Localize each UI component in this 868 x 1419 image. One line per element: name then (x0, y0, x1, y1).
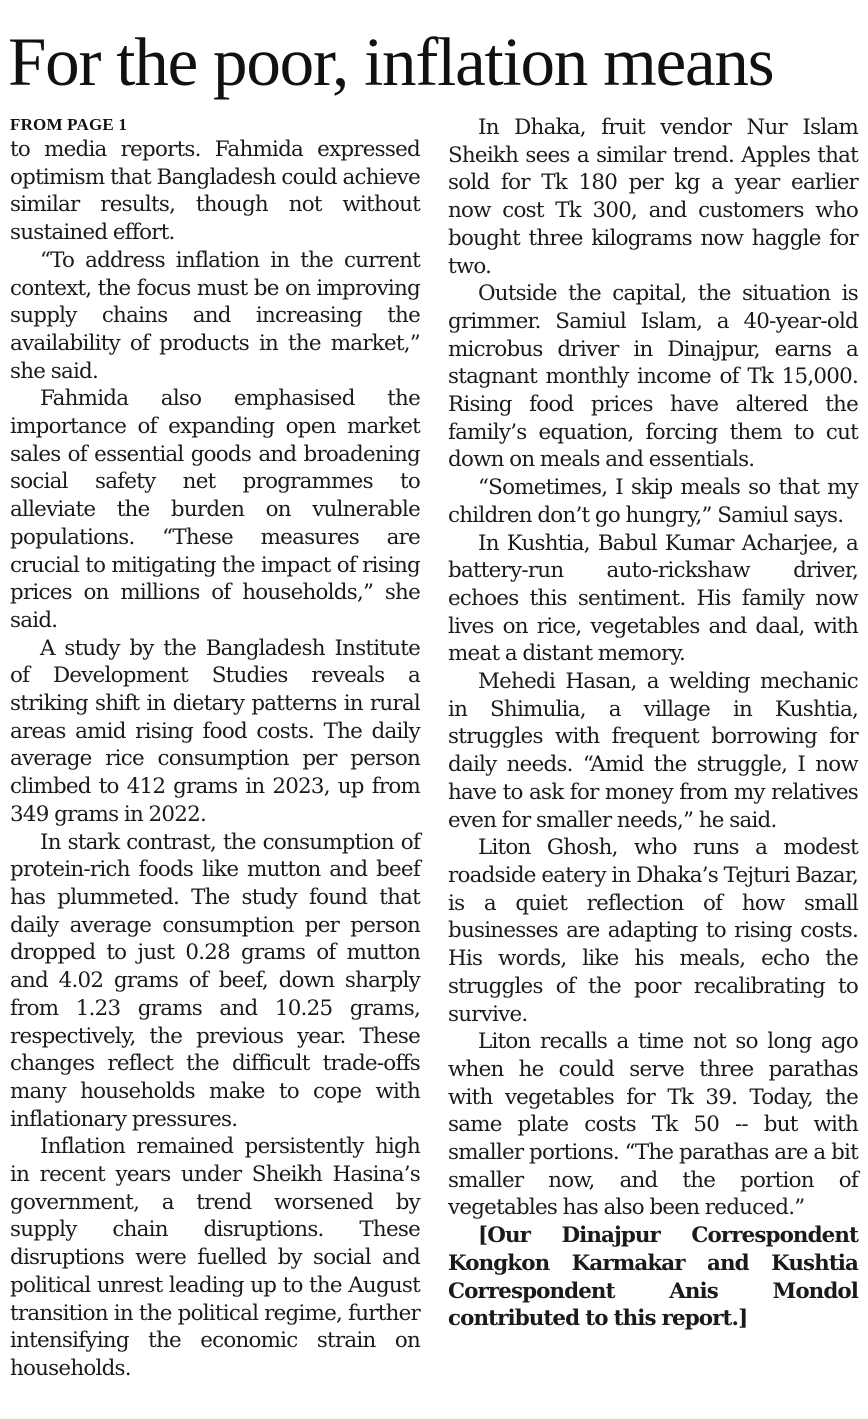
contributor-credit: [Our Dinajpur Correspondent Kongkon Karmakar and Kushtia Correspondent Anis Mondol contributed to this report.] (448, 1223, 858, 1332)
article-paragraph: Outside the capital, the situation is grimmer. Samiul Islam, a 40-year-old microbus driver in Dinajpur, earns a stagnant monthly income of Tk 15,000. Rising food prices have altered the family’s equation, forcing them to cut down on meals and essentials. (448, 281, 858, 473)
article-paragraph: “To address inflation in the current context, the focus must be on improving supply chains and increasing the availability of products in the market,” she said. (10, 247, 420, 384)
article-paragraph: Liton recalls a time not so long ago when he could serve three parathas with vegetables for Tk 39. Today, the same plate costs Tk 50 -- but with smaller portions. “The parathas are a bit smaller now, and the portion of vegetables has also been reduced.” (448, 1029, 858, 1221)
article-paragraph: Liton Ghosh, who runs a modest roadside eatery in Dhaka’s Tejturi Bazar, is a quiet reflection of how small businesses are adapting to rising costs. His words, like his meals, echo the struggles of the poor recalibrating to survive. (448, 835, 858, 1027)
continuation-label: FROM PAGE 1 (10, 115, 128, 134)
article-paragraph: In Dhaka, fruit vendor Nur Islam Sheikh sees a similar trend. Apples that sold for Tk 180 per kg a year earlier now cost Tk 300, and customers who bought three kilograms now haggle for two. (448, 115, 858, 279)
article-paragraph: Inflation remained persistently high in recent years under Sheikh Hasina’s government, a trend worsened by supply chain disruptions. These disruptions were fuelled by social and political unrest leading up to the August transition in the political regime, further intensifying the economic strain on households. (10, 1134, 420, 1381)
article-headline: For the poor, inflation means (8, 24, 774, 100)
article-paragraph: “Sometimes, I skip meals so that my children don’t go hungry,” Samiul says. (448, 475, 858, 528)
article-column-right (448, 114, 858, 1333)
article-paragraph: In Kushtia, Babul Kumar Acharjee, a battery-run auto-rickshaw driver, echoes this sentiment. His family now lives on rice, vegetables and daal, with meat a distant memory. (448, 530, 858, 667)
article-column-left (10, 114, 420, 1383)
article-paragraph: Fahmida also emphasised the importance of expanding open market sales of essential goods and broadening social safety net programmes to alleviate the burden on vulnerable populations. “These measures are crucial to mitigating the impact of rising prices on millions of households,” she said. (10, 386, 420, 633)
article-paragraph: Mehedi Hasan, a welding mechanic in Shimulia, a village in Kushtia, struggles with frequent borrowing for daily needs. “Amid the struggle, I now have to ask for money from my relatives even for smaller needs,” he said. (448, 669, 858, 833)
article-paragraph: to media reports. Fahmida expressed optimism that Bangladesh could achieve similar results, though not without sustained effort. (10, 137, 420, 246)
article-paragraph: In stark contrast, the consumption of protein-rich foods like mutton and beef has plummeted. The study found that daily average consumption per person dropped to just 0.28 grams of mutton and 4.02 grams of beef, down sharply from 1.23 grams and 10.25 grams, respectively, the previous year. These changes reflect the difficult trade-offs many households make to cope with inflationary pressures. (10, 829, 420, 1132)
article-paragraph: A study by the Bangladesh Institute of Development Studies reveals a striking shift in dietary patterns in rural areas amid rising food costs. The daily average rice consumption per person climbed to 412 grams in 2023, up from 349 grams in 2022. (10, 635, 420, 827)
